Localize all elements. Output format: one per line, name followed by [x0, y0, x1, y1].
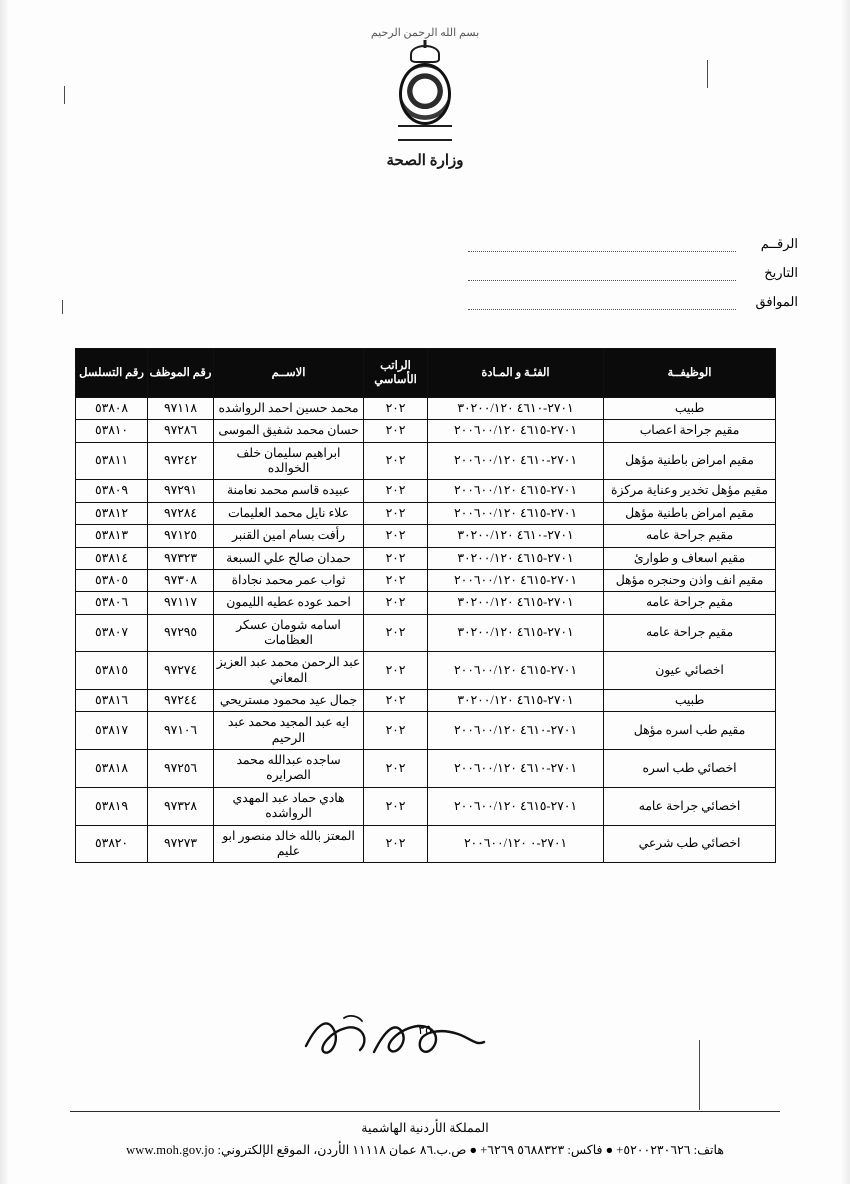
table-row [76, 690, 776, 712]
header-category-article: الفئـة و المـادة [428, 349, 604, 398]
cell-category-article: ٢٧٠١-٤٦١٥ ٢٠٠٦٠٠/١٢٠ [428, 787, 604, 825]
header-serial-number: رقم التسلسل [76, 349, 148, 398]
meta-dots-number [468, 239, 736, 252]
cell-category-article: ٢٧٠١-٤٦١٥ ٣٠٢٠٠/١٢٠ [428, 547, 604, 569]
cell-basic-salary: ٢٠٢ [364, 442, 428, 480]
cell-name: ايه عبد المجيد محمد عبد الرحيم [214, 712, 364, 750]
cell-basic-salary: ٢٠٢ [364, 614, 428, 652]
cell-serial-number: ٥٣٨٠٥ [76, 569, 148, 591]
header-name: الاســم [214, 349, 364, 398]
cell-name: جمال عيد محمود مستريحي [214, 690, 364, 712]
cell-category-article: ٢٧٠١-٤٦١٥ ٣٠٢٠٠/١٢٠ [428, 592, 604, 614]
cell-serial-number: ٥٣٨٠٨ [76, 398, 148, 420]
cell-serial-number: ٥٣٨٢٠ [76, 825, 148, 863]
table-row [76, 787, 776, 825]
cell-name: ابراهيم سليمان خلف الخوالده [214, 442, 364, 480]
cell-job: مقيم انف واذن وحنجره مؤهل [604, 569, 776, 591]
table-row [76, 569, 776, 591]
cell-name: حسان محمد شفيق الموسى [214, 420, 364, 442]
cell-name: حمدان صالح علي السبعة [214, 547, 364, 569]
cell-name: رأفت بسام امين القنبر [214, 525, 364, 547]
cell-job: مقيم جراحة عامه [604, 592, 776, 614]
signature-mark [300, 1012, 490, 1064]
cell-category-article: ٢٧٠١-٤٦١٠ ٢٠٠٦٠٠/١٢٠ [428, 442, 604, 480]
basmala-text: بسم الله الرحمن الرحيم [370, 27, 480, 39]
table-row [76, 442, 776, 480]
scan-tick-mid-left [62, 300, 63, 314]
table-row [76, 825, 776, 863]
cell-basic-salary: ٢٠٢ [364, 592, 428, 614]
table-row [76, 652, 776, 690]
cell-basic-salary: ٢٠٢ [364, 525, 428, 547]
cell-serial-number: ٥٣٨١٥ [76, 652, 148, 690]
cell-employee-number: ٩٧١٠٦ [148, 712, 214, 750]
document-footer [70, 1111, 780, 1158]
header-job: الوظيفــة [604, 349, 776, 398]
meta-row-corresponding [468, 294, 798, 310]
cell-job: مقيم طب اسره مؤهل [604, 712, 776, 750]
cell-basic-salary: ٢٠٢ [364, 480, 428, 502]
meta-dots-date [468, 268, 736, 281]
cell-job: اخصائي جراحة عامه [604, 787, 776, 825]
header-employee-number: رقم الموظف [148, 349, 214, 398]
cell-job: مقيم امراض باطنية مؤهل [604, 442, 776, 480]
table-row [76, 525, 776, 547]
cell-serial-number: ٥٣٨١١ [76, 442, 148, 480]
page-number: ٣٥ [418, 1022, 432, 1037]
cell-job: اخصائي طب شرعي [604, 825, 776, 863]
cell-category-article: ٢٧٠١-٤٦١٥ ٢٠٠٦٠٠/١٢٠ [428, 420, 604, 442]
cell-serial-number: ٥٣٨١٩ [76, 787, 148, 825]
cell-serial-number: ٥٣٨١٢ [76, 502, 148, 524]
table-row [76, 614, 776, 652]
meta-label-number: الرقــم [760, 236, 798, 251]
cell-name: هادي حماد عبد المهدي الرواشده [214, 787, 364, 825]
cell-employee-number: ٩٧١١٧ [148, 592, 214, 614]
cell-employee-number: ٩٧١١٨ [148, 398, 214, 420]
document-meta [468, 236, 798, 323]
cell-category-article: ٢٧٠١-٤٦١٠ ٣٠٢٠٠/١٢٠ [428, 525, 604, 547]
cell-name: احمد عوده عطيه الليمون [214, 592, 364, 614]
scan-tick-right-lower [699, 1040, 700, 1110]
cell-job: مقيم امراض باطنية مؤهل [604, 502, 776, 524]
cell-serial-number: ٥٣٨١٤ [76, 547, 148, 569]
cell-serial-number: ٥٣٨١٣ [76, 525, 148, 547]
cell-employee-number: ٩٧٢٧٤ [148, 652, 214, 690]
header-basic-salary: الراتب الأساسي [364, 349, 428, 398]
cell-employee-number: ٩٧٣٢٨ [148, 787, 214, 825]
cell-job: طبيب [604, 690, 776, 712]
footer-contact-text: هاتف: ٥٢٠٠٢٣٠٦٢٦+ ● فاكس: ٥٦٨٨٣٢٣ ٦٢٦٩+ ● ص.ب.٨٦ عمان ١١١١٨ الأردن، الموقع الإلكتروني: [217, 1143, 724, 1157]
table-row [76, 712, 776, 750]
cell-basic-salary: ٢٠٢ [364, 569, 428, 591]
cell-job: مقيم جراحة اعصاب [604, 420, 776, 442]
cell-employee-number: ٩٧٢٩١ [148, 480, 214, 502]
table-row [76, 592, 776, 614]
table-row [76, 398, 776, 420]
table-row [76, 547, 776, 569]
cell-basic-salary: ٢٠٢ [364, 420, 428, 442]
cell-basic-salary: ٢٠٢ [364, 712, 428, 750]
jordan-coat-of-arms-icon [390, 45, 460, 141]
cell-name: اسامه شومان عسكر العظامات [214, 614, 364, 652]
cell-category-article: ٢٧٠١-٤٦١٠ ٢٠٠٦٠٠/١٢٠ [428, 750, 604, 788]
cell-basic-salary: ٢٠٢ [364, 502, 428, 524]
cell-name: ساجده عبدالله محمد الصرايره [214, 750, 364, 788]
employees-table [75, 348, 776, 863]
cell-basic-salary: ٢٠٢ [364, 652, 428, 690]
cell-category-article: ٢٧٠١-٤٦١٥ ٢٠٠٦٠٠/١٢٠ [428, 652, 604, 690]
table-row [76, 480, 776, 502]
meta-row-date [468, 265, 798, 281]
cell-job: اخصائي طب اسره [604, 750, 776, 788]
cell-name: عبد الرحمن محمد عبد العزيز المعاني [214, 652, 364, 690]
cell-name: عبيده قاسم محمد نعامنة [214, 480, 364, 502]
cell-job: اخصائي عيون [604, 652, 776, 690]
cell-employee-number: ٩٧٢٧٣ [148, 825, 214, 863]
footer-contact [70, 1142, 780, 1158]
table-row [76, 750, 776, 788]
cell-employee-number: ٩٧١٢٥ [148, 525, 214, 547]
cell-employee-number: ٩٧٢٤٢ [148, 442, 214, 480]
cell-serial-number: ٥٣٨١٧ [76, 712, 148, 750]
cell-serial-number: ٥٣٨٠٦ [76, 592, 148, 614]
cell-basic-salary: ٢٠٢ [364, 787, 428, 825]
cell-category-article: ٢٧٠١-٤٦١٥ ٢٠٠٦٠٠/١٢٠ [428, 480, 604, 502]
footer-website-link[interactable]: www.moh.gov.jo [126, 1143, 215, 1157]
cell-job: طبيب [604, 398, 776, 420]
cell-employee-number: ٩٧٣٢٣ [148, 547, 214, 569]
document-header [0, 26, 850, 170]
employees-table-wrapper [76, 348, 776, 863]
cell-serial-number: ٥٣٨٠٩ [76, 480, 148, 502]
cell-basic-salary: ٢٠٢ [364, 825, 428, 863]
cell-job: مقيم مؤهل تخدير وعناية مركزة [604, 480, 776, 502]
cell-job: مقيم اسعاف و طوارئ [604, 547, 776, 569]
meta-dots-corresponding [468, 297, 736, 310]
cell-basic-salary: ٢٠٢ [364, 547, 428, 569]
cell-category-article: ٢٧٠١-٤٦١٥ ٣٠٢٠٠/١٢٠ [428, 614, 604, 652]
footer-divider [70, 1111, 780, 1112]
ministry-title: وزارة الصحة [386, 153, 464, 169]
cell-category-article: ٢٧٠١-٤٦١٠ ٣٠٢٠٠/١٢٠ [428, 398, 604, 420]
cell-basic-salary: ٢٠٢ [364, 398, 428, 420]
cell-serial-number: ٥٣٨١٠ [76, 420, 148, 442]
table-row [76, 420, 776, 442]
cell-serial-number: ٥٣٨٠٧ [76, 614, 148, 652]
cell-serial-number: ٥٣٨١٨ [76, 750, 148, 788]
scan-edge-right [840, 0, 850, 1184]
meta-row-number [468, 236, 798, 252]
cell-category-article: ٢٧٠١-٠ ٢٠٠٦٠٠/١٢٠ [428, 825, 604, 863]
table-header-row [76, 349, 776, 398]
cell-serial-number: ٥٣٨١٦ [76, 690, 148, 712]
cell-name: محمد حسين احمد الرواشده [214, 398, 364, 420]
scan-edge-left [0, 0, 10, 1184]
cell-job: مقيم جراحة عامه [604, 525, 776, 547]
footer-kingdom: المملكة الأردنية الهاشمية [361, 1121, 489, 1135]
cell-employee-number: ٩٧٢٥٦ [148, 750, 214, 788]
table-row [76, 502, 776, 524]
cell-basic-salary: ٢٠٢ [364, 750, 428, 788]
cell-name: المعتز بالله خالد منصور ابو عليم [214, 825, 364, 863]
meta-label-corresponding: الموافق [755, 294, 798, 309]
cell-category-article: ٢٧٠١-٤٦١٥ ٣٠٢٠٠/١٢٠ [428, 690, 604, 712]
table-body [76, 398, 776, 863]
cell-category-article: ٢٧٠١-٤٦١٠ ٢٠٠٦٠٠/١٢٠ [428, 712, 604, 750]
cell-employee-number: ٩٧٢٨٦ [148, 420, 214, 442]
cell-category-article: ٢٧٠١-٤٦١٥ ٢٠٠٦٠٠/١٢٠ [428, 569, 604, 591]
cell-job: مقيم جراحة عامه [604, 614, 776, 652]
meta-label-date: التاريخ [764, 265, 798, 280]
cell-employee-number: ٩٧٢٨٤ [148, 502, 214, 524]
cell-category-article: ٢٧٠١-٤٦١٥ ٢٠٠٦٠٠/١٢٠ [428, 502, 604, 524]
cell-name: ثواب عمر محمد نجاداة [214, 569, 364, 591]
cell-employee-number: ٩٧٢٩٥ [148, 614, 214, 652]
cell-employee-number: ٩٧٣٠٨ [148, 569, 214, 591]
cell-name: علاء نايل محمد العليمات [214, 502, 364, 524]
cell-basic-salary: ٢٠٢ [364, 690, 428, 712]
cell-employee-number: ٩٧٢٤٤ [148, 690, 214, 712]
